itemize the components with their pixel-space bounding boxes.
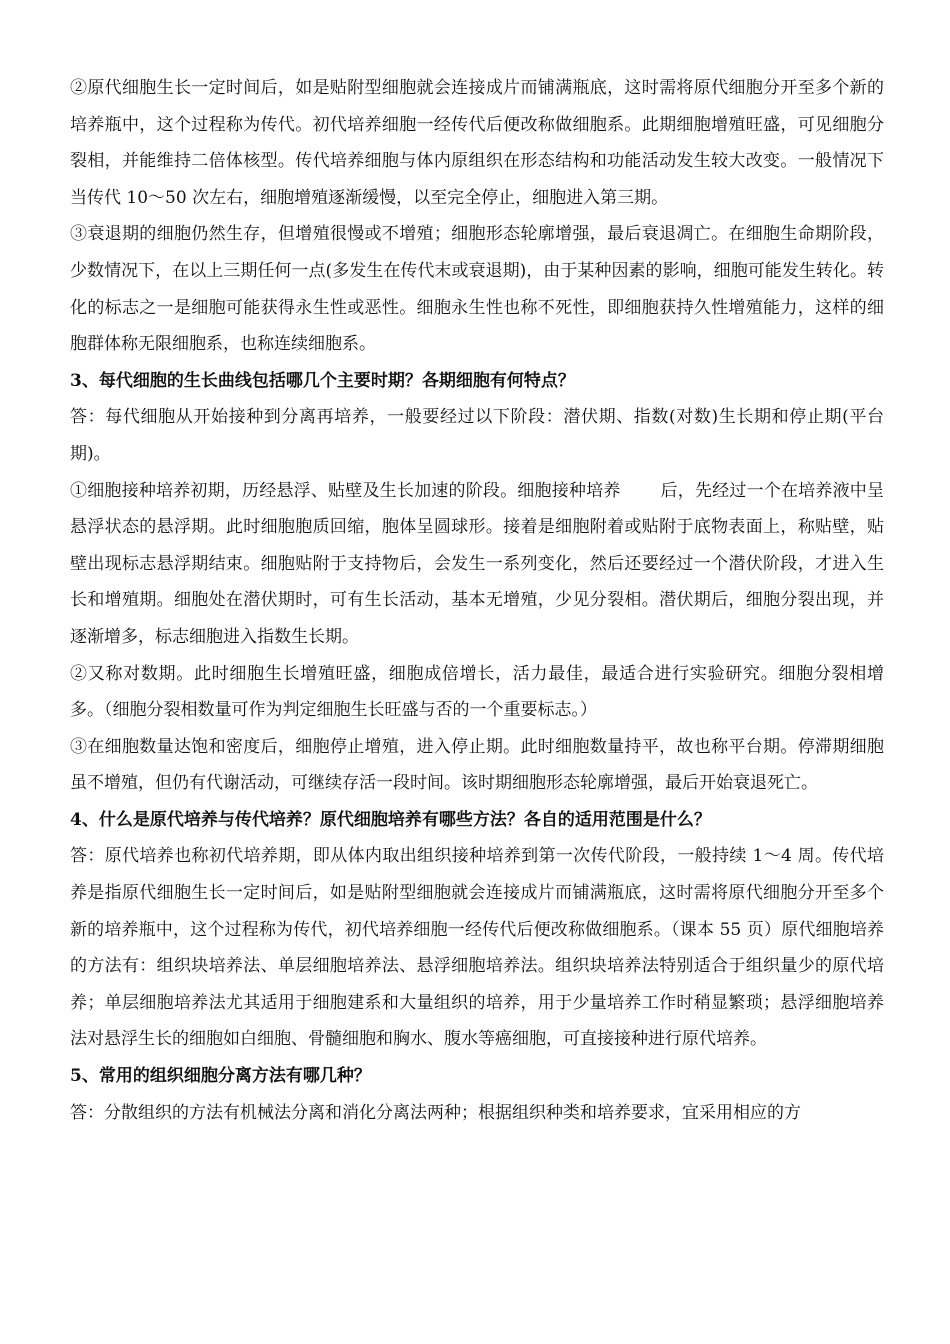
answer-5: 答：分散组织的方法有机械法分离和消化分离法两种；根据组织种类和培养要求，宜采用相应的方 [70, 1102, 801, 1123]
question-text: 、常用的组织细胞分离方法有哪几种？ [81, 1066, 371, 1087]
question-number: 5 [70, 1066, 82, 1087]
answer-3-plateau-phase: ③在细胞数量达饱和密度后，细胞停止增殖，进入停止期。此时细胞数量持平，故也称平台期。停滞期细胞虽不增殖，但仍有代谢活动，可继续存活一段时间。该时期细胞形态轮廓增强，最后开始衰退死亡。 [70, 736, 884, 794]
question-text: 、每代细胞的生长曲线包括哪几个主要时期？各期细胞有何特点？ [81, 370, 575, 391]
question-number: 4 [70, 809, 82, 830]
answer-3-intro: 答：每代细胞从开始接种到分离再培养，一般要经过以下阶段：潜伏期、指数(对数)生长期和停止期(平台期)。 [70, 407, 884, 464]
question-3-heading [70, 363, 884, 400]
answer-3-log-phase: ②又称对数期。此时细胞生长增殖旺盛，细胞成倍增长，活力最佳，最适合进行实验研究。细胞分裂相增多。（细胞分裂相数量可作为判定细胞生长旺盛与否的一个重要标志。） [70, 663, 884, 721]
answer-3-latent-phase: ①细胞接种培养初期，历经悬浮、贴壁及生长加速的阶段。细胞接种培养 后，先经过一个在培养液中呈悬浮状态的悬浮期。此时细胞胞质回缩，胞体呈圆球形。接着是细胞附着或贴附于底物表面上，称贴壁，贴壁出现标志悬浮期结束。细胞贴附于支持物后，会发生一系列变化，然后还要经过一个潜伏阶段，才进入生长和增殖期。细胞处在潜伏期时，可有生长活动，基本无增殖，少见分裂相。潜伏期后，细胞分裂出现，并逐渐增多，标志细胞进入指数生长期。 [70, 480, 884, 647]
paragraph-passage-stage-2: ②原代细胞生长一定时间后，如是贴附型细胞就会连接成片而铺满瓶底，这时需将原代细胞分开至多个新的培养瓶中，这个过程称为传代。初代培养细胞一经传代后便改称做细胞系。此期细胞增殖旺盛，可见细胞分裂相，并能维持二倍体核型。传代培养细胞与体内原组织在形态结构和功能活动发生较大改变。一般情况下当传代 10～50 次左右，细胞增殖逐渐缓慢，以至完全停止，细胞进入第三期。 [70, 78, 884, 208]
question-5-heading [70, 1058, 884, 1095]
document-page [70, 70, 884, 1131]
question-4-heading [70, 802, 884, 839]
question-text: 、什么是原代培养与传代培养？原代细胞培养有哪些方法？各自的适用范围是什么？ [81, 809, 711, 830]
question-number: 3 [70, 370, 82, 391]
paragraph-decline-stage-3: ③衰退期的细胞仍然生存，但增殖很慢或不增殖；细胞形态轮廓增强，最后衰退凋亡。在细胞生命期阶段，少数情况下，在以上三期任何一点(多发生在传代末或衰退期)，由于某种因素的影响，细胞可能发生转化。转化的标志之一是细胞可能获得永生性或恶性。细胞永生性也称不死性，即细胞获持久性增殖能力，这样的细胞群体称无限细胞系，也称连续细胞系。 [70, 224, 884, 355]
answer-4: 答：原代培养也称初代培养期，即从体内取出组织接种培养到第一次传代阶段，一般持续 1～4 周。传代培养是指原代细胞生长一定时间后，如是贴附型细胞就会连接成片而铺满瓶底，这时需将原代细胞分开至多个新的培养瓶中，这个过程称为传代，初代培养细胞一经传代后便改称做细胞系。（课本 55 页）原代细胞培养的方法有：组织块培养法、单层细胞培养法、悬浮细胞培养法。组织块培养法特别适合于组织量少的原代培养；单层细胞培养法尤其适用于细胞建系和大量组织的培养，用于少量培养工作时稍显繁琐；悬浮细胞培养法对悬浮生长的细胞如白细胞、骨髓细胞和胸水、腹水等癌细胞，可直接接种进行原代培养。 [70, 846, 884, 1050]
